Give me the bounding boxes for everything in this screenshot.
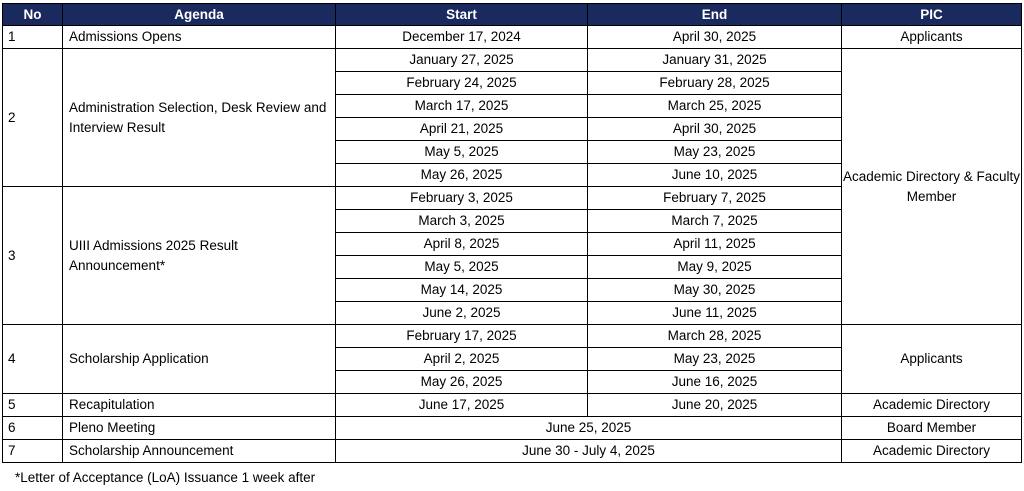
header-end: End <box>588 4 842 26</box>
date-range: June 30 - July 4, 2025 <box>336 440 842 463</box>
end-date: May 23, 2025 <box>588 141 842 164</box>
pic-cell: Academic Directory <box>842 394 1022 417</box>
end-date: May 23, 2025 <box>588 348 842 371</box>
end-date: March 25, 2025 <box>588 95 842 118</box>
start-date: April 21, 2025 <box>336 118 588 141</box>
start-date: December 17, 2024 <box>336 26 588 49</box>
start-date: May 26, 2025 <box>336 164 588 187</box>
start-date: June 17, 2025 <box>336 394 588 417</box>
start-date: March 17, 2025 <box>336 95 588 118</box>
agenda-cell: Scholarship Announcement <box>63 440 336 463</box>
start-date: June 2, 2025 <box>336 302 588 325</box>
pic-cell: Academic Directory <box>842 440 1022 463</box>
pic-cell: Applicants <box>842 325 1022 394</box>
agenda-cell: Recapitulation <box>63 394 336 417</box>
row-number: 5 <box>3 394 63 417</box>
pic-cell: Academic Directory & Faculty Member <box>842 49 1022 325</box>
end-date: March 7, 2025 <box>588 210 842 233</box>
table-row <box>3 26 1022 49</box>
end-date: June 11, 2025 <box>588 302 842 325</box>
agenda-cell: Administration Selection, Desk Review and Interview Result <box>63 49 336 187</box>
start-date: April 2, 2025 <box>336 348 588 371</box>
end-date: February 28, 2025 <box>588 72 842 95</box>
start-date: April 8, 2025 <box>336 233 588 256</box>
start-date: February 3, 2025 <box>336 187 588 210</box>
end-date: January 31, 2025 <box>588 49 842 72</box>
pic-cell: Board Member <box>842 417 1022 440</box>
row-number: 3 <box>3 187 63 325</box>
start-date: February 24, 2025 <box>336 72 588 95</box>
table-row <box>3 49 1022 72</box>
table-row <box>3 394 1022 417</box>
agenda-cell: Pleno Meeting <box>63 417 336 440</box>
end-date: March 28, 2025 <box>588 325 842 348</box>
end-date: May 30, 2025 <box>588 279 842 302</box>
pic-cell: Applicants <box>842 26 1022 49</box>
start-date: May 5, 2025 <box>336 141 588 164</box>
end-date: April 11, 2025 <box>588 233 842 256</box>
end-date: June 10, 2025 <box>588 164 842 187</box>
header-start: Start <box>336 4 588 26</box>
agenda-cell: UIII Admissions 2025 Result Announcement* <box>63 187 336 325</box>
table-row <box>3 440 1022 463</box>
row-number: 4 <box>3 325 63 394</box>
date-range: June 25, 2025 <box>336 417 842 440</box>
footnote: *Letter of Acceptance (LoA) Issuance 1 week after <box>15 470 316 485</box>
row-number: 2 <box>3 49 63 187</box>
agenda-cell: Admissions Opens <box>63 26 336 49</box>
header-row <box>3 4 1022 26</box>
end-date: April 30, 2025 <box>588 118 842 141</box>
end-date: June 16, 2025 <box>588 371 842 394</box>
row-number: 7 <box>3 440 63 463</box>
admissions-schedule-table <box>2 3 1022 463</box>
end-date: June 20, 2025 <box>588 394 842 417</box>
row-number: 6 <box>3 417 63 440</box>
table-row <box>3 325 1022 348</box>
header-no: No <box>3 4 63 26</box>
agenda-cell: Scholarship Application <box>63 325 336 394</box>
table-row <box>3 417 1022 440</box>
start-date: May 5, 2025 <box>336 256 588 279</box>
end-date: May 9, 2025 <box>588 256 842 279</box>
start-date: May 26, 2025 <box>336 371 588 394</box>
start-date: February 17, 2025 <box>336 325 588 348</box>
start-date: January 27, 2025 <box>336 49 588 72</box>
end-date: April 30, 2025 <box>588 26 842 49</box>
end-date: February 7, 2025 <box>588 187 842 210</box>
row-number: 1 <box>3 26 63 49</box>
start-date: May 14, 2025 <box>336 279 588 302</box>
header-agenda: Agenda <box>63 4 336 26</box>
start-date: March 3, 2025 <box>336 210 588 233</box>
header-pic: PIC <box>842 4 1022 26</box>
